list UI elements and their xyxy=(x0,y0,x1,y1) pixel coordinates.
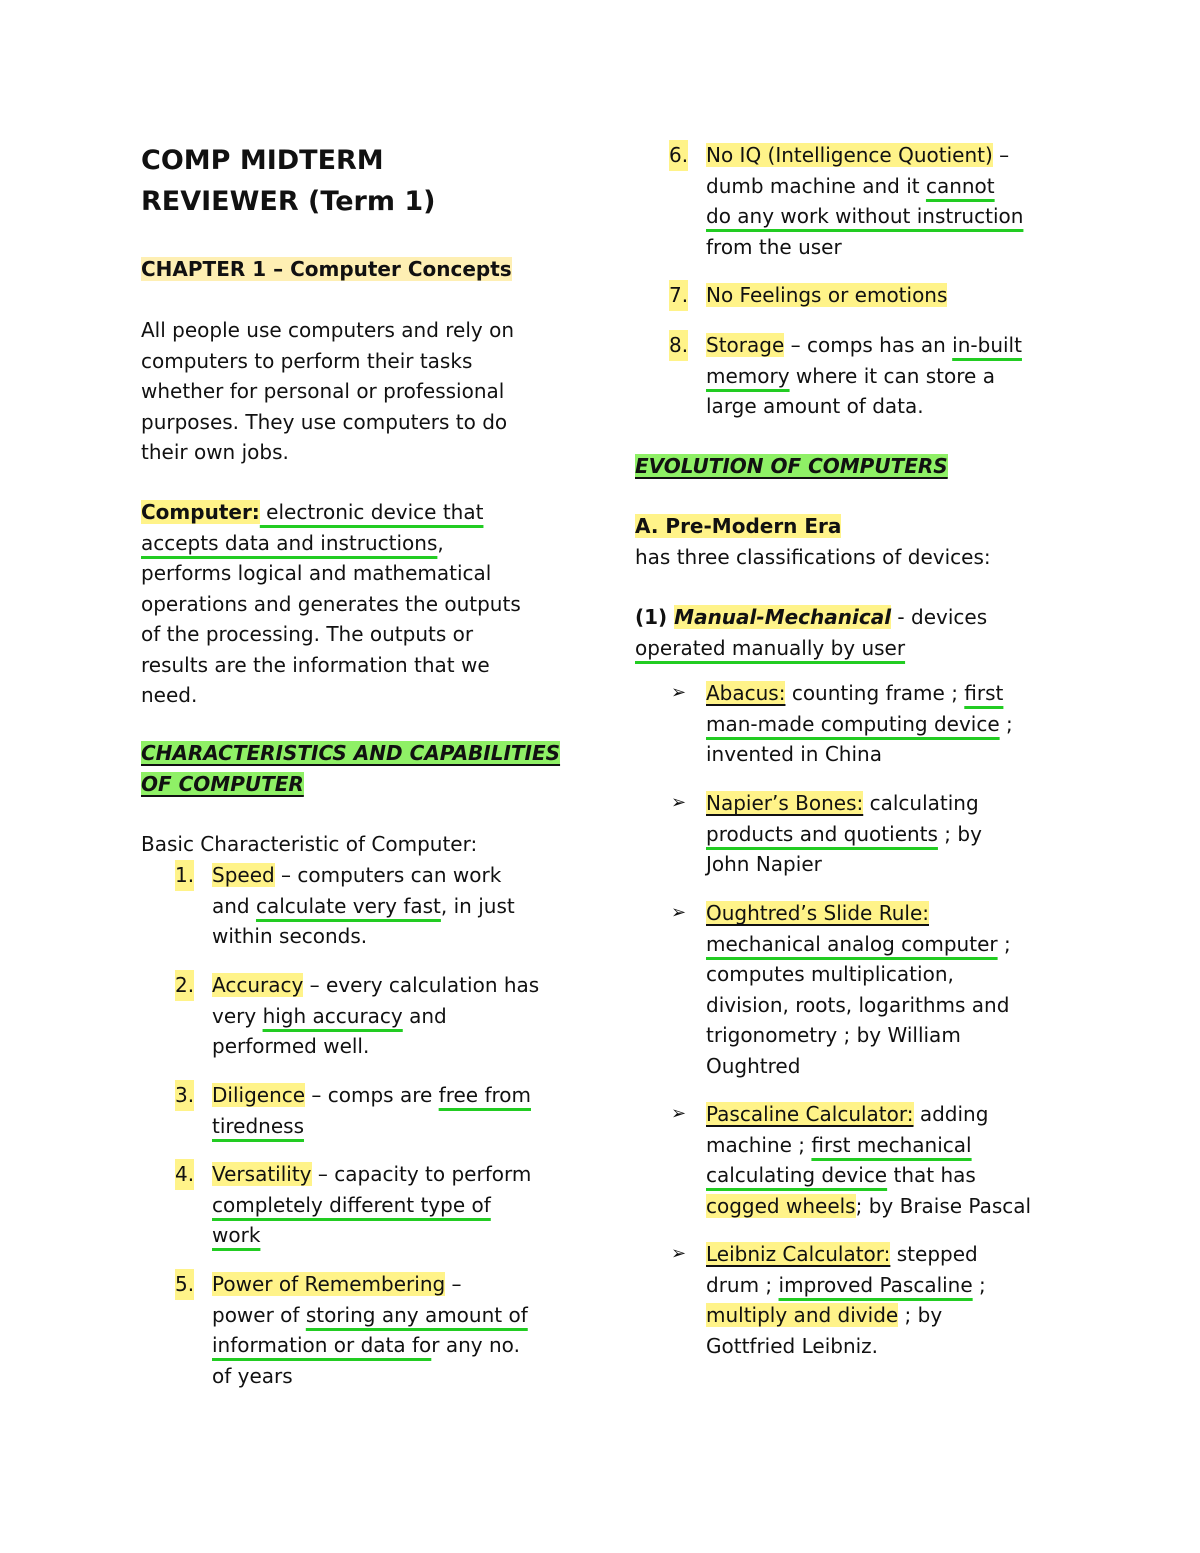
device-text: counting frame ; xyxy=(785,681,965,705)
device-name: Abacus: xyxy=(706,681,786,705)
era-a xyxy=(635,511,991,572)
device-text: first xyxy=(964,681,1004,705)
device-text: first mechanical xyxy=(811,1132,972,1157)
arrow-bullet-icon: ➢ xyxy=(671,682,687,703)
item-text: – every calculation has xyxy=(303,973,540,997)
intro-line: purposes. They use computers to do xyxy=(141,409,508,434)
item-text: large amount of data. xyxy=(706,394,924,418)
list-number: 3. xyxy=(175,1080,194,1111)
title-line-1: COMP MIDTERM xyxy=(141,145,384,176)
device-text: Gottfried Leibniz. xyxy=(706,1333,879,1358)
item-text: – xyxy=(992,143,1010,167)
item-text: and xyxy=(402,1003,447,1028)
definition-text: accepts data and instructions xyxy=(141,530,438,555)
device-text: ; by xyxy=(937,821,982,846)
list-number: 4. xyxy=(175,1159,194,1190)
item-text: completely different type of xyxy=(212,1192,491,1217)
item-text: within seconds. xyxy=(212,924,368,948)
definition-text: , xyxy=(437,530,444,555)
list-item xyxy=(669,140,1089,262)
device-text: cogged wheels xyxy=(706,1193,856,1218)
computer-definition xyxy=(141,497,521,711)
device-text: division, roots, logarithms and xyxy=(706,992,1010,1017)
device-text: ; xyxy=(999,711,1013,736)
item-text: – capacity to perform xyxy=(311,1162,532,1186)
item-text: very xyxy=(212,1003,263,1028)
intro-paragraph xyxy=(141,315,514,468)
device-item-leibniz xyxy=(635,1239,1075,1361)
item-text: where it can store a xyxy=(789,363,995,388)
device-text: multiply and divide xyxy=(706,1303,899,1327)
intro-line: All people use computers and rely on xyxy=(141,318,515,342)
device-text: adding xyxy=(913,1102,989,1126)
item-text: – xyxy=(445,1272,462,1296)
item-text: in-built xyxy=(952,333,1022,357)
definition-term: Computer: xyxy=(141,500,260,524)
list-item xyxy=(175,860,575,952)
list-number: 6. xyxy=(669,140,688,171)
item-text: cannot xyxy=(925,173,995,198)
definition-line: results are the information that we xyxy=(141,652,490,677)
characteristics-intro: Basic Characteristic of Computer: xyxy=(141,832,478,856)
device-name: Pascaline Calculator: xyxy=(706,1102,914,1126)
item-text: , in just xyxy=(440,893,515,918)
item-term: No IQ (Intelligence Quotient) xyxy=(706,143,993,167)
device-text: Oughtred xyxy=(706,1053,801,1078)
definition-line: performs logical and mathematical xyxy=(141,561,492,585)
arrow-bullet-icon: ➢ xyxy=(671,1243,687,1264)
device-text: products and quotients xyxy=(706,821,938,846)
item-text: calculate very fast xyxy=(255,893,441,918)
item-text: of years xyxy=(212,1363,293,1388)
category-manual-mechanical xyxy=(635,602,987,663)
arrow-bullet-icon: ➢ xyxy=(671,792,687,813)
definition-text: electronic device that xyxy=(259,500,484,524)
item-term: Storage xyxy=(706,333,785,357)
device-item-napiers-bones xyxy=(635,788,1075,880)
item-term: Diligence xyxy=(212,1083,306,1107)
list-item xyxy=(669,280,1089,311)
device-text: machine ; xyxy=(706,1132,812,1157)
list-item xyxy=(175,970,575,1062)
era-title: A. Pre-Modern Era xyxy=(635,514,842,538)
item-text: and xyxy=(212,893,256,918)
item-text: – comps has an xyxy=(784,333,953,357)
item-text: work xyxy=(212,1223,261,1247)
definition-line: operations and generates the outputs xyxy=(141,591,521,616)
device-text: trigonometry ; by William xyxy=(706,1023,961,1047)
device-text: calculating xyxy=(863,791,979,815)
list-number: 1. xyxy=(175,860,194,891)
device-item-slide-rule xyxy=(635,898,1075,1081)
device-text: stepped xyxy=(890,1242,978,1266)
device-text: computes multiplication, xyxy=(706,962,954,986)
device-item-abacus xyxy=(635,678,1075,770)
item-text: storing any amount of xyxy=(305,1302,528,1327)
device-text: ; by Braise Pascal xyxy=(855,1193,1032,1218)
category-text: operated manually by user xyxy=(635,635,906,660)
device-text: calculating device xyxy=(706,1163,888,1187)
list-item xyxy=(669,330,1089,422)
item-text: do any work without instruction xyxy=(706,204,1024,228)
list-number: 7. xyxy=(669,280,688,311)
device-text: invented in China xyxy=(706,742,882,766)
list-item xyxy=(175,1159,575,1251)
item-text: high accuracy xyxy=(262,1003,403,1028)
item-term: Accuracy xyxy=(212,973,304,997)
device-name: Oughtred’s Slide Rule: xyxy=(706,901,929,925)
category-text: - devices xyxy=(891,605,988,629)
device-text: ; by xyxy=(898,1303,943,1327)
title-line-2: REVIEWER (Term 1) xyxy=(141,186,436,217)
device-text: improved Pascaline xyxy=(778,1272,973,1297)
characteristics-heading xyxy=(141,738,560,799)
item-text: memory xyxy=(706,363,790,388)
item-term: Speed xyxy=(212,863,275,887)
device-text: ; xyxy=(997,931,1011,956)
intro-line: their own jobs. xyxy=(141,440,289,464)
list-item xyxy=(175,1080,575,1141)
item-text: power of xyxy=(212,1302,306,1327)
item-text: information or data fo xyxy=(212,1333,432,1357)
device-item-pascaline xyxy=(635,1099,1075,1221)
list-number: 2. xyxy=(175,970,194,1001)
chapter-heading: CHAPTER 1 – Computer Concepts xyxy=(141,257,512,281)
definition-line: of the processing. The outputs or xyxy=(141,622,474,646)
category-number: (1) xyxy=(635,605,675,629)
device-name: Napier’s Bones: xyxy=(706,791,864,815)
arrow-bullet-icon: ➢ xyxy=(671,1103,687,1124)
intro-line: computers to perform their tasks xyxy=(141,348,473,373)
item-text: – computers can work xyxy=(274,863,502,887)
device-text: man-made computing device xyxy=(706,711,1000,736)
page-title xyxy=(141,140,436,222)
item-text: dumb machine and it xyxy=(706,173,926,198)
evolution-heading xyxy=(635,451,948,482)
item-term: Power of Remembering xyxy=(212,1272,446,1296)
era-description: has three classifications of devices: xyxy=(635,544,991,569)
item-term: Versatility xyxy=(212,1162,312,1186)
item-text: r any no. xyxy=(431,1333,520,1357)
intro-line: whether for personal or professional xyxy=(141,379,505,403)
device-text: ; xyxy=(972,1272,986,1297)
category-name: Manual-Mechanical xyxy=(674,605,892,629)
item-text: free from xyxy=(438,1083,531,1107)
item-text: performed well. xyxy=(212,1034,370,1058)
list-number: 8. xyxy=(669,330,688,361)
item-term: No Feelings or emotions xyxy=(706,283,948,307)
heading-line: EVOLUTION OF COMPUTERS xyxy=(635,454,948,478)
item-text: tiredness xyxy=(212,1113,305,1138)
heading-line: OF COMPUTER xyxy=(141,771,304,796)
device-name: Leibniz Calculator: xyxy=(706,1242,891,1266)
heading-line: CHARACTERISTICS AND CAPABILITIES xyxy=(141,741,561,765)
list-item xyxy=(175,1269,575,1391)
item-text: – comps are xyxy=(305,1083,439,1107)
item-text: from the user xyxy=(706,234,842,259)
list-number: 5. xyxy=(175,1269,194,1300)
definition-line: need. xyxy=(141,683,198,707)
device-text: that has xyxy=(887,1163,976,1187)
arrow-bullet-icon: ➢ xyxy=(671,902,687,923)
device-text: drum ; xyxy=(706,1272,779,1297)
device-text: mechanical analog computer xyxy=(706,931,998,956)
device-text: John Napier xyxy=(706,852,822,876)
